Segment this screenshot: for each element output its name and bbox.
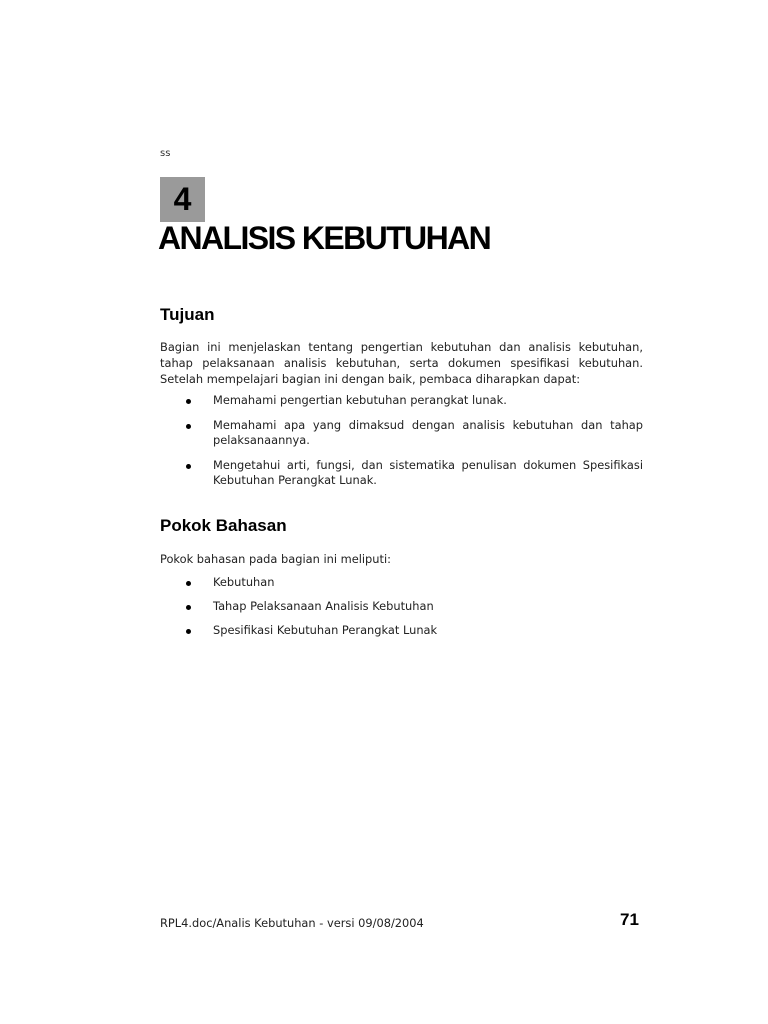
list-item-text: Tahap Pelaksanaan Analisis Kebutuhan [213,599,434,613]
tujuan-intro: Bagian ini menjelaskan tentang pengertian kebutuhan dan analisis kebutuhan, tahap pelaksanaan analisis kebutuhan, serta dokumen spesifikasi kebutuhan. Setelah mempelajari bagian ini dengan baik, pembaca diharapkan dapat: [160,340,643,386]
top-mark: ss [160,148,171,159]
pokok-bahasan-intro: Pokok bahasan pada bagian ini meliputi: [160,552,391,566]
pokok-bahasan-list [160,575,643,639]
bullet-icon [186,605,191,610]
list-item [160,458,643,489]
list-item-text: Memahami apa yang dimaksud dengan analisis kebutuhan dan tahap pelaksanaannya. [213,417,643,447]
list-item [160,393,643,409]
bullet-icon [186,464,191,469]
chapter-title: ANALISIS KEBUTUHAN [158,220,491,256]
list-item-text: Memahami pengertian kebutuhan perangkat lunak. [213,393,507,407]
bullet-icon [186,399,191,404]
list-item [160,575,643,591]
list-item [160,599,643,615]
list-item-text: Mengetahui arti, fungsi, dan sistematika penulisan dokumen Spesifikasi Kebutuhan Perangkat Lunak. [213,457,643,487]
list-item-text: Spesifikasi Kebutuhan Perangkat Lunak [213,623,438,637]
page-number: 71 [620,910,639,929]
bullet-icon [186,629,191,634]
section-heading-pokok-bahasan: Pokok Bahasan [160,516,287,535]
list-item [160,418,643,449]
bullet-icon [186,581,191,586]
footer-text: RPL4.doc/Analis Kebutuhan - versi 09/08/2004 [160,916,424,930]
tujuan-list [160,393,643,489]
list-item-text: Kebutuhan [213,575,275,589]
chapter-number-box [160,177,205,222]
list-item [160,623,643,639]
chapter-number: 4 [173,181,192,217]
section-heading-tujuan: Tujuan [160,305,215,324]
bullet-icon [186,424,191,429]
